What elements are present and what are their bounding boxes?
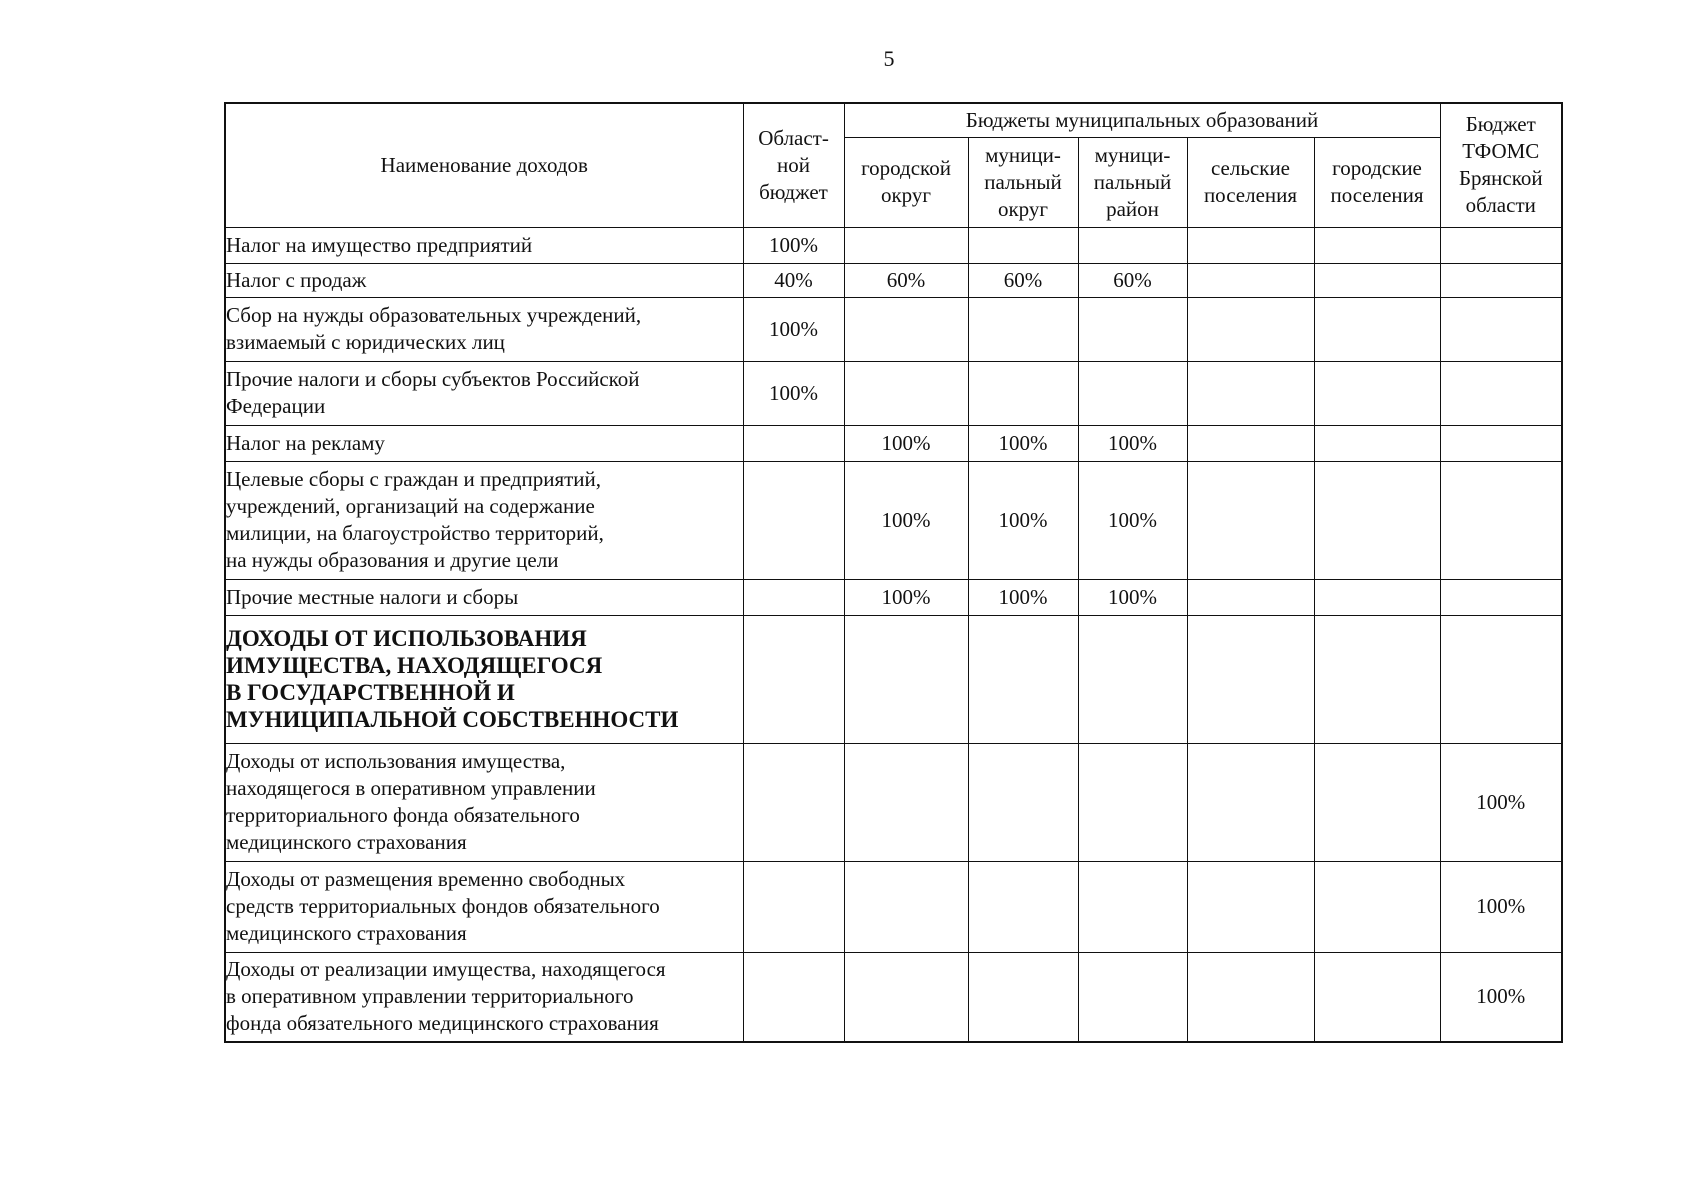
percentage-cell [844, 297, 968, 361]
percentage-cell [1440, 615, 1562, 743]
percentage-cell [1187, 361, 1314, 425]
percentage-cell [968, 361, 1078, 425]
percentage-cell [1078, 297, 1187, 361]
percentage-cell [968, 297, 1078, 361]
revenue-name-cell [225, 227, 743, 263]
table-row [225, 263, 1562, 297]
revenue-name-cell [225, 361, 743, 425]
percentage-cell: 100% [1440, 861, 1562, 952]
table-row [225, 425, 1562, 461]
percentage-cell: 60% [844, 263, 968, 297]
percentage-cell: 100% [968, 425, 1078, 461]
revenue-name-text: Прочие налоги и сборы субъектов Российской Федерации [226, 367, 640, 418]
percentage-cell [1440, 579, 1562, 615]
table-row [225, 743, 1562, 861]
revenue-name-text: ДОХОДЫ ОТ ИСПОЛЬЗОВАНИЯ ИМУЩЕСТВА, НАХОДЯЩЕГОСЯ В ГОСУДАРСТВЕННОЙ И МУНИЦИПАЛЬНОЙ СОБСТВЕННОСТИ [226, 626, 679, 732]
header-municipal-area-text: муници- пальный район [1093, 142, 1172, 221]
header-rural-settlements [1187, 137, 1314, 227]
percentage-cell: 100% [743, 361, 844, 425]
revenue-name-text: Налог на рекламу [226, 430, 385, 455]
revenue-name-cell [225, 952, 743, 1042]
revenue-name-text: Целевые сборы с граждан и предприятий, учреждений, организаций на содержание милиции, на благоустройство территорий, на нужды образования и другие цели [226, 467, 604, 572]
percentage-cell [968, 227, 1078, 263]
table-row [225, 361, 1562, 425]
percentage-cell: 100% [1078, 461, 1187, 579]
table-row [225, 227, 1562, 263]
table-row [225, 297, 1562, 361]
percentage-cell: 100% [968, 579, 1078, 615]
percentage-cell [1314, 461, 1440, 579]
percentage-cell [968, 861, 1078, 952]
percentage-cell [1187, 425, 1314, 461]
revenue-name-cell [225, 579, 743, 615]
percentage-cell [1314, 579, 1440, 615]
revenue-name-cell [225, 743, 743, 861]
table-row [225, 615, 1562, 743]
percentage-cell: 40% [743, 263, 844, 297]
percentage-cell [1187, 615, 1314, 743]
header-rural-settlements-text: сельские поселения [1203, 156, 1298, 207]
header-tfoms-budget-text: Бюджет ТФОМС Брянской области [1458, 112, 1543, 218]
percentage-cell [1078, 861, 1187, 952]
percentage-cell [743, 952, 844, 1042]
revenue-name-text: Прочие местные налоги и сборы [226, 584, 519, 609]
revenue-name-cell [225, 461, 743, 579]
table-row [225, 579, 1562, 615]
revenue-name-cell [225, 861, 743, 952]
percentage-cell: 100% [743, 227, 844, 263]
percentage-cell [1187, 579, 1314, 615]
percentage-cell: 60% [968, 263, 1078, 297]
percentage-cell [1187, 263, 1314, 297]
percentage-cell [743, 425, 844, 461]
header-regional-budget-text: Област- ной бюджет [758, 125, 829, 204]
percentage-cell: 100% [968, 461, 1078, 579]
percentage-cell [968, 615, 1078, 743]
percentage-cell [968, 952, 1078, 1042]
percentage-cell [743, 461, 844, 579]
percentage-cell [1440, 425, 1562, 461]
percentage-cell [1440, 461, 1562, 579]
percentage-cell [844, 861, 968, 952]
percentage-cell: 100% [844, 461, 968, 579]
percentage-cell [1078, 615, 1187, 743]
percentage-cell [1078, 952, 1187, 1042]
header-city-district-text: городской округ [861, 156, 951, 207]
table-row [225, 952, 1562, 1042]
percentage-cell [968, 743, 1078, 861]
percentage-cell [743, 579, 844, 615]
revenue-name-text: Налог с продаж [226, 267, 367, 292]
header-city-district [844, 137, 968, 227]
section-heading-cell [225, 615, 743, 743]
header-revenue-name-text: Наименование доходов [380, 152, 588, 177]
percentage-cell [1187, 952, 1314, 1042]
revenue-name-text: Сбор на нужды образовательных учреждений, взимаемый с юридических лиц [226, 303, 642, 354]
table-row [225, 861, 1562, 952]
percentage-cell: 100% [844, 579, 968, 615]
percentage-cell [1440, 361, 1562, 425]
header-tfoms-budget [1440, 103, 1562, 227]
header-municipal-district-text: муници- пальный округ [984, 142, 1062, 221]
percentage-cell [844, 227, 968, 263]
percentage-cell [844, 361, 968, 425]
revenue-name-cell [225, 425, 743, 461]
percentage-cell [1187, 743, 1314, 861]
percentage-cell: 100% [1440, 952, 1562, 1042]
percentage-cell [1314, 263, 1440, 297]
percentage-cell [1187, 297, 1314, 361]
revenue-name-text: Доходы от размещения временно свободных средств территориальных фондов обязательного медицинского страхования [226, 867, 660, 945]
revenue-name-text: Доходы от реализации имущества, находящегося в оперативном управлении территориального фонда обязательного медицинского страхования [226, 957, 666, 1036]
revenue-name-cell [225, 263, 743, 297]
percentage-cell [1314, 861, 1440, 952]
percentage-cell [743, 861, 844, 952]
percentage-cell: 60% [1078, 263, 1187, 297]
percentage-cell: 100% [1078, 425, 1187, 461]
revenue-name-cell [225, 297, 743, 361]
percentage-cell [1187, 227, 1314, 263]
percentage-cell: 100% [844, 425, 968, 461]
percentage-cell [1187, 461, 1314, 579]
percentage-cell [1078, 743, 1187, 861]
percentage-cell [1314, 615, 1440, 743]
header-municipal-budgets [844, 103, 1440, 137]
table-header [225, 103, 1562, 227]
percentage-cell [1078, 227, 1187, 263]
percentage-cell [1314, 743, 1440, 861]
percentage-cell [844, 743, 968, 861]
percentage-cell: 100% [1440, 743, 1562, 861]
revenue-name-text: Доходы от использования имущества, находящегося в оперативном управлении территориального фонда обязательного медицинского страхования [226, 749, 596, 854]
percentage-cell [1314, 297, 1440, 361]
percentage-cell: 100% [1078, 579, 1187, 615]
percentage-cell [1078, 361, 1187, 425]
revenue-name-text: Налог на имущество предприятий [226, 232, 533, 257]
percentage-cell [1314, 361, 1440, 425]
header-revenue-name [225, 103, 743, 227]
header-municipal-district [968, 137, 1078, 227]
header-municipal-area [1078, 137, 1187, 227]
header-urban-settlements [1314, 137, 1440, 227]
percentage-cell [844, 615, 968, 743]
percentage-cell [1314, 425, 1440, 461]
percentage-cell [1187, 861, 1314, 952]
percentage-cell: 100% [743, 297, 844, 361]
header-regional-budget [743, 103, 844, 227]
percentage-cell [743, 615, 844, 743]
percentage-cell [1440, 297, 1562, 361]
page-number: 5 [883, 46, 895, 71]
percentage-cell [743, 743, 844, 861]
header-municipal-budgets-text: Бюджеты муниципальных образований [965, 107, 1319, 132]
header-urban-settlements-text: городские поселения [1330, 156, 1424, 207]
percentage-cell [1314, 952, 1440, 1042]
revenue-distribution-table [224, 102, 1563, 1043]
percentage-cell [1314, 227, 1440, 263]
percentage-cell [1440, 227, 1562, 263]
table-row [225, 461, 1562, 579]
percentage-cell [1440, 263, 1562, 297]
percentage-cell [844, 952, 968, 1042]
table-body [225, 227, 1562, 1042]
